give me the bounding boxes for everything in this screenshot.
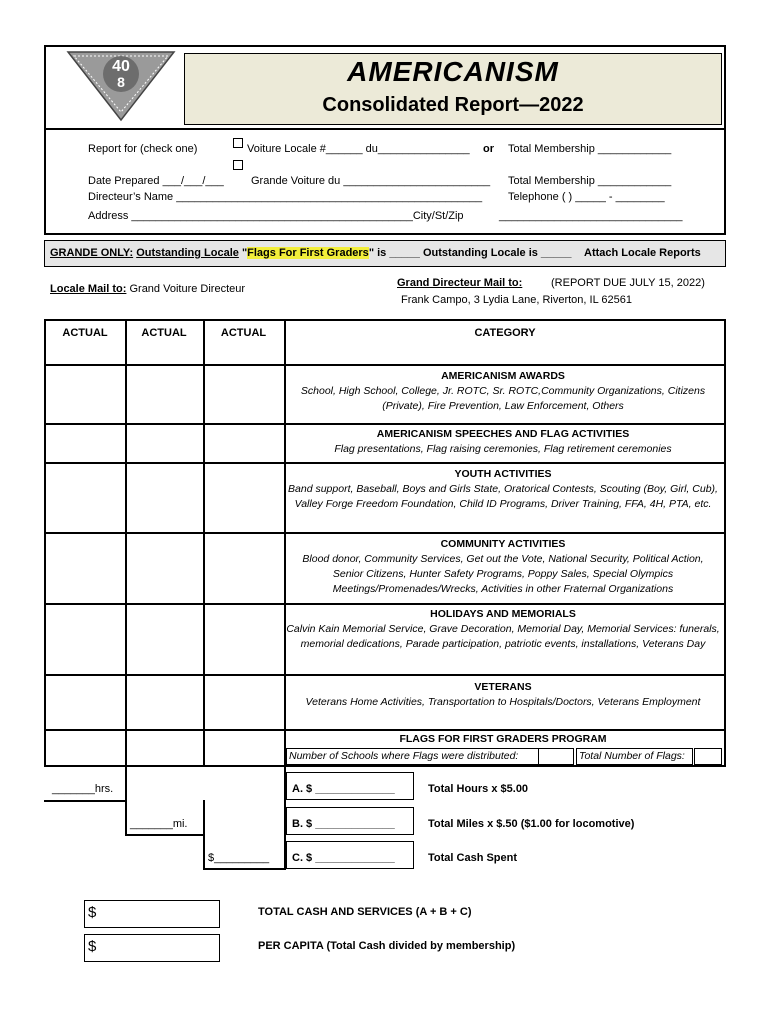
miles-field[interactable]: _______mi. (130, 818, 188, 830)
grande-voiture-checkbox[interactable] (233, 160, 243, 170)
grande-only-line (50, 247, 572, 259)
row-line-5 (44, 674, 726, 676)
row-line-1 (44, 423, 726, 425)
row-line-3 (44, 532, 726, 534)
category-title: YOUTH ACTIVITIES (454, 468, 552, 480)
header-category: CATEGORY (474, 327, 536, 339)
col-line-2 (203, 319, 205, 767)
quote-open: " (241, 247, 248, 259)
grand-mail-address: Frank Campo, 3 Lydia Lane, Riverton, IL 62561 (401, 294, 632, 306)
per-capita-box[interactable] (84, 934, 220, 962)
category-title: AMERICANISM AWARDS (441, 370, 565, 382)
amount-b-desc: Total Miles x $.50 ($1.00 for locomotive) (428, 818, 635, 830)
category-desc: Calvin Kain Memorial Service, Grave Decoration, Memorial Day, Memorial Services: funerals, memorial dedications, Parade participation, patriotic events, installations, Veterans Day (286, 623, 720, 650)
total-cash-box[interactable] (84, 900, 220, 928)
category-holidays (286, 607, 720, 652)
grande-only-label: GRANDE ONLY: (50, 247, 134, 259)
telephone-field[interactable]: Telephone ( ) _____ - ________ (508, 191, 665, 203)
hours-field[interactable]: _______hrs. (52, 783, 114, 795)
locale-mail-value: Grand Voiture Directeur (129, 283, 246, 295)
totals-vline-mid (203, 800, 205, 870)
amount-b: B. $ _____________ (292, 818, 395, 830)
total-cash-label: TOTAL CASH AND SERVICES (A + B + C) (258, 906, 472, 918)
col-line-1 (125, 319, 127, 767)
logo-number-bottom: 8 (117, 74, 125, 90)
voiture-locale-checkbox[interactable] (233, 138, 243, 148)
address-field[interactable]: Address ______________________________________________City/St/Zip (88, 210, 464, 222)
category-title: AMERICANISM SPEECHES AND FLAG ACTIVITIES (376, 428, 630, 440)
totals-line-dollar (203, 868, 285, 870)
category-youth (286, 467, 720, 512)
total-membership-field-2[interactable]: Total Membership ____________ (508, 175, 672, 187)
logo-number-top: 40 (112, 58, 130, 75)
total-flags-label: Total Number of Flags: (579, 750, 685, 762)
header-actual-1: ACTUAL (62, 327, 108, 339)
page-title: AMERICANISM (347, 56, 559, 87)
outstanding-locale-blank[interactable]: Outstanding Locale is _____ (422, 247, 572, 259)
schools-count-label: Number of Schools where Flags were distributed: (289, 750, 519, 762)
quote-close-blank[interactable]: " is _____ (368, 247, 420, 259)
outstanding-locale-label: Outstanding Locale (136, 247, 239, 259)
locale-mail-block (50, 283, 245, 295)
forty-and-eight-emblem-icon (66, 50, 176, 122)
locale-mail-label: Locale Mail to: (50, 283, 127, 295)
row-line-4 (44, 603, 726, 605)
amount-a-desc: Total Hours x $5.00 (428, 783, 529, 795)
row-line-6 (44, 729, 726, 731)
category-title: FLAGS FOR FIRST GRADERS PROGRAM (399, 733, 607, 745)
category-community (286, 537, 720, 597)
category-desc: Blood donor, Community Services, Get out the Vote, National Security, Political Action, Senior Citizens, Hunter Safety Programs, Poppy Sales, Special Olympics Meetings/Promenades/Wrecks, Activities in other Fraternal Organizations (302, 553, 704, 595)
totals-vline-left (125, 767, 127, 835)
row-line-2 (44, 462, 726, 464)
flags-highlight: Flags For First Graders (247, 247, 369, 259)
category-flags-first-graders (286, 732, 720, 747)
header-separator (44, 128, 726, 130)
amount-c-desc: Total Cash Spent (428, 852, 518, 864)
category-title: HOLIDAYS AND MEMORIALS (430, 608, 576, 620)
category-desc: Flag presentations, Flag raising ceremonies, Flag retirement ceremonies (334, 443, 672, 455)
amount-a: A. $ _____________ (292, 783, 395, 795)
category-title: COMMUNITY ACTIVITIES (440, 538, 566, 550)
dollar-field[interactable]: $_________ (208, 852, 270, 864)
per-capita-symbol: $ (88, 938, 97, 955)
category-title: VETERANS (474, 681, 532, 693)
report-for-label: Report for (check one) (88, 143, 198, 155)
grande-voiture-field[interactable]: Grande Voiture du ________________________ (251, 175, 491, 187)
city-st-zip-field[interactable]: ______________________________ (499, 210, 683, 222)
totals-line-mi (125, 834, 204, 836)
category-veterans (286, 680, 720, 710)
totals-line-hrs (44, 800, 126, 802)
schools-count-input[interactable] (538, 748, 574, 765)
amount-c: C. $ _____________ (292, 852, 395, 864)
total-membership-field-1[interactable]: Total Membership ____________ (508, 143, 672, 155)
per-capita-label: PER CAPITA (Total Cash divided by membership) (258, 940, 516, 952)
category-desc: School, High School, College, Jr. ROTC, Sr. ROTC,Community Organizations, Citizens (Private), Fire Prevention, Law Enforcement, Others (300, 385, 706, 412)
voiture-locale-field[interactable]: Voiture Locale #______ du_______________ (247, 143, 470, 155)
page-subtitle: Consolidated Report—2022 (322, 94, 584, 116)
total-cash-symbol: $ (88, 904, 97, 921)
directeur-name-field[interactable]: Directeur’s Name __________________________________________________ (88, 191, 483, 203)
total-flags-input[interactable] (694, 748, 722, 765)
date-prepared-field[interactable]: Date Prepared ___/___/___ (88, 175, 224, 187)
header-actual-2: ACTUAL (141, 327, 187, 339)
attach-locale-reports: Attach Locale Reports (584, 247, 701, 259)
category-desc: Band support, Baseball, Boys and Girls State, Oratorical Contests, Scouting (Boy, Girl, Cub), Valley Forge Freedom Foundation, Child ID Programs, Driver Training, FFA, 4H, PTA, etc. (288, 483, 718, 510)
category-speeches-flag (286, 427, 720, 457)
report-due: (REPORT DUE JULY 15, 2022) (551, 277, 705, 289)
or-label: or (483, 143, 494, 155)
category-americanism-awards (286, 369, 720, 414)
header-actual-3: ACTUAL (220, 327, 267, 339)
row-line-header (44, 364, 726, 366)
grand-mail-label: Grand Directeur Mail to: (397, 277, 523, 289)
category-desc: Veterans Home Activities, Transportation to Hospitals/Doctors, Veterans Employment (305, 696, 701, 708)
